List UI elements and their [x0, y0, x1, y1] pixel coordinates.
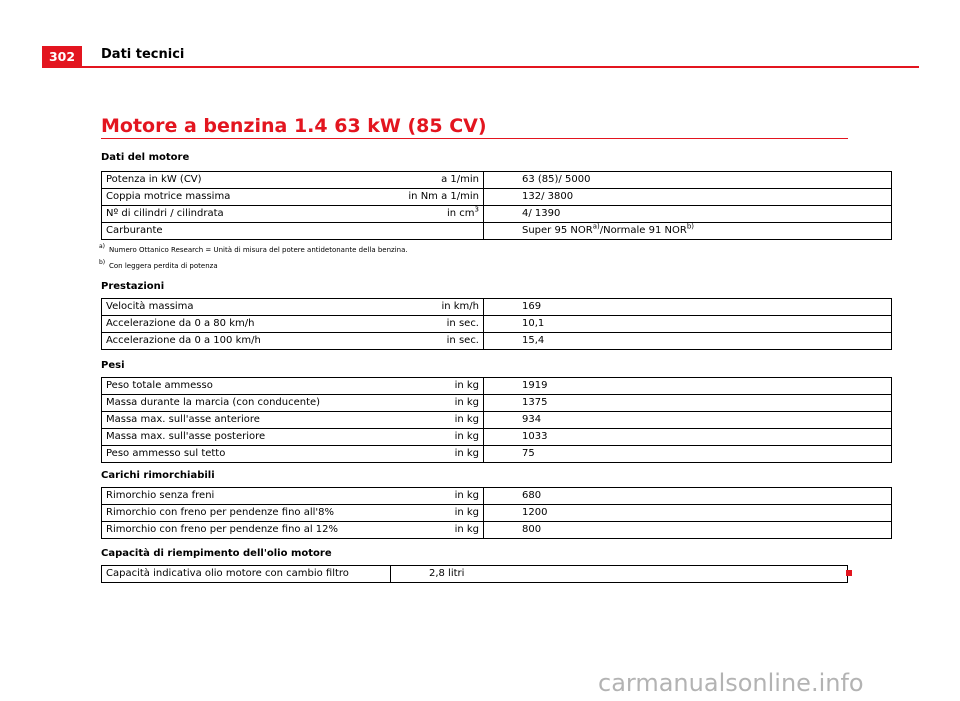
section-heading-oil-capacity: Capacità di riempimento dell'olio motore — [101, 548, 332, 559]
footnote-ref-a: a) — [592, 222, 600, 231]
section-heading-engine-data: Dati del motore — [101, 152, 190, 163]
table-row — [102, 505, 892, 522]
row-unit: in kg — [359, 522, 484, 539]
table-row — [102, 566, 848, 583]
row-unit: in kg — [359, 446, 484, 463]
row-value: 169 — [484, 299, 892, 316]
table-row — [102, 223, 892, 240]
row-value: 75 — [484, 446, 892, 463]
running-head: Dati tecnici — [101, 47, 185, 62]
row-unit: in km/h — [359, 299, 484, 316]
row-unit: in sec. — [359, 316, 484, 333]
row-unit: in kg — [359, 395, 484, 412]
footnote-b — [99, 259, 218, 270]
footnote-a — [99, 243, 408, 254]
table-row — [102, 488, 892, 505]
table-row — [102, 172, 892, 189]
fuel-value-primary: Super 95 NOR — [522, 225, 593, 236]
row-unit: a 1/min — [359, 172, 484, 189]
row-label: Massa max. sull'asse anteriore — [102, 412, 360, 429]
row-label: Velocità massima — [102, 299, 360, 316]
row-unit: in Nm a 1/min — [359, 189, 484, 206]
row-value: 934 — [484, 412, 892, 429]
row-value: 10,1 — [484, 316, 892, 333]
row-unit: in kg — [359, 505, 484, 522]
row-label: Nº di cilindri / cilindrata — [102, 206, 360, 223]
row-value: 800 — [484, 522, 892, 539]
section-heading-trailer-loads: Carichi rimorchiabili — [101, 470, 215, 481]
row-label: Rimorchio senza freni — [102, 488, 360, 505]
table-row — [102, 316, 892, 333]
header-rule — [42, 66, 919, 68]
row-label: Peso totale ammesso — [102, 378, 360, 395]
unit-superscript: 3 — [474, 205, 479, 214]
oil-capacity-table — [101, 565, 848, 583]
weights-table — [101, 377, 892, 463]
row-label: Capacità indicativa olio motore con cambio filtro — [102, 566, 391, 583]
row-value: 132/ 3800 — [484, 189, 892, 206]
row-value: 4/ 1390 — [484, 206, 892, 223]
row-value: 2,8 litri — [390, 566, 847, 583]
title-rule — [101, 138, 848, 139]
row-unit: in kg — [359, 378, 484, 395]
row-label: Rimorchio con freno per pendenze fino al 12% — [102, 522, 360, 539]
table-row — [102, 189, 892, 206]
table-row — [102, 522, 892, 539]
page-number: 302 — [42, 46, 82, 67]
row-value: 680 — [484, 488, 892, 505]
row-label: Coppia motrice massima — [102, 189, 360, 206]
table-row — [102, 299, 892, 316]
section-heading-performance: Prestazioni — [101, 281, 165, 292]
watermark: carmanualsonline.info — [598, 669, 864, 697]
row-value: 63 (85)/ 5000 — [484, 172, 892, 189]
performance-table — [101, 298, 892, 350]
row-label: Peso ammesso sul tetto — [102, 446, 360, 463]
row-value — [484, 223, 892, 240]
section-heading-weights: Pesi — [101, 360, 125, 371]
fuel-value-alternative: /Normale 91 NOR — [599, 225, 687, 236]
table-row — [102, 333, 892, 350]
table-row — [102, 412, 892, 429]
row-unit: in kg — [359, 429, 484, 446]
table-row — [102, 206, 892, 223]
footnote-ref-b: b) — [686, 222, 694, 231]
row-value: 1919 — [484, 378, 892, 395]
page-title: Motore a benzina 1.4 63 kW (85 CV) — [101, 115, 487, 137]
row-value: 1200 — [484, 505, 892, 522]
row-unit: in kg — [359, 488, 484, 505]
table-row — [102, 378, 892, 395]
trailer-loads-table — [101, 487, 892, 539]
footnote-text: Numero Ottanico Research = Unità di misura del potere antidetonante della benzina. — [109, 246, 408, 254]
row-label: Massa durante la marcia (con conducente) — [102, 395, 360, 412]
row-label: Potenza in kW (CV) — [102, 172, 360, 189]
row-label: Accelerazione da 0 a 100 km/h — [102, 333, 360, 350]
row-unit — [359, 223, 484, 240]
row-value: 15,4 — [484, 333, 892, 350]
row-label: Massa max. sull'asse posteriore — [102, 429, 360, 446]
row-value: 1033 — [484, 429, 892, 446]
row-value: 1375 — [484, 395, 892, 412]
section-end-marker — [846, 570, 852, 576]
row-unit: in sec. — [359, 333, 484, 350]
row-label: Accelerazione da 0 a 80 km/h — [102, 316, 360, 333]
footnote-mark: b) — [99, 259, 106, 266]
row-unit — [359, 206, 484, 223]
unit-text: in cm — [446, 208, 475, 219]
table-row — [102, 395, 892, 412]
engine-data-table — [101, 171, 892, 240]
footnote-text: Con leggera perdita di potenza — [109, 262, 218, 270]
table-row — [102, 429, 892, 446]
row-label: Carburante — [102, 223, 360, 240]
footnote-mark: a) — [99, 243, 106, 250]
row-unit: in kg — [359, 412, 484, 429]
row-label: Rimorchio con freno per pendenze fino all'8% — [102, 505, 360, 522]
table-row — [102, 446, 892, 463]
